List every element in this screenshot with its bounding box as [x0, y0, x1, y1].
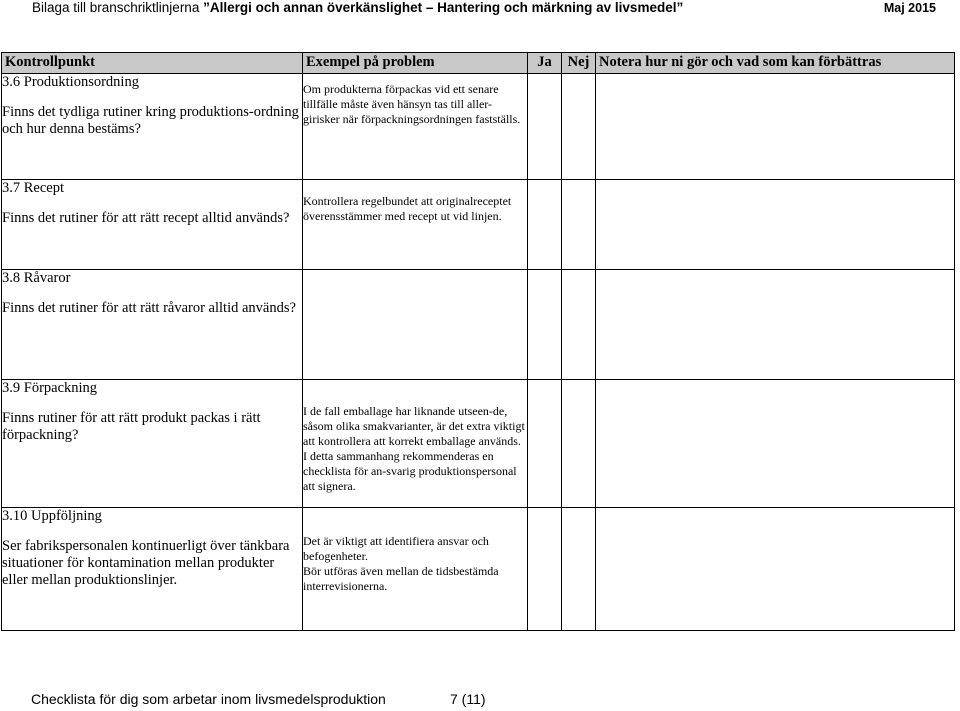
notera-cell[interactable] [596, 180, 955, 270]
kontrollpunkt-question: Finns det rutiner för att rätt råvaror alltid används? [2, 300, 296, 316]
page-header [32, 0, 950, 18]
nej-cell[interactable] [562, 508, 596, 631]
kontrollpunkt-cell [2, 180, 303, 270]
nej-cell[interactable] [562, 380, 596, 508]
document-title [32, 0, 683, 15]
kontrollpunkt-number: 3.6 Produktionsordning [2, 74, 139, 90]
kontrollpunkt-number: 3.10 Uppföljning [2, 508, 102, 524]
nej-cell[interactable] [562, 74, 596, 180]
ja-cell[interactable] [528, 270, 562, 380]
nej-cell[interactable] [562, 180, 596, 270]
kontrollpunkt-number: 3.9 Förpackning [2, 380, 98, 396]
ja-cell[interactable] [528, 380, 562, 508]
ja-cell[interactable] [528, 74, 562, 180]
header-nej: Nej [562, 53, 596, 74]
document-date: Maj 2015 [883, 1, 936, 15]
ja-cell[interactable] [528, 180, 562, 270]
table-row [2, 508, 955, 631]
title-prefix: Bilaga till branschriktlinjerna [32, 0, 204, 15]
kontrollpunkt-question: Finns det rutiner för att rätt recept alltid används? [2, 210, 290, 226]
notera-cell[interactable] [596, 74, 955, 180]
table-row [2, 74, 955, 180]
table-header-row [2, 53, 955, 74]
checklist-table [1, 52, 955, 631]
title-main: ”Allergi och annan överkänslighet – Hantering och märkning av livsmedel” [203, 0, 684, 15]
footer-text: Checklista för dig som arbetar inom livsmedelsproduktion [31, 691, 386, 707]
nej-cell[interactable] [562, 270, 596, 380]
kontrollpunkt-question: Ser fabrikspersonalen kontinuerligt över tänkbara situationer för kontamination mellan produkter eller mellan produktionslinjer. [2, 538, 290, 588]
table-row [2, 380, 955, 508]
example-cell: Kontrollera regelbundet att originalreceptet överensstämmer med recept ut vid linjen. [303, 180, 528, 270]
notera-cell[interactable] [596, 270, 955, 380]
example-cell: Om produkterna förpackas vid ett senare tillfälle måste även hänsyn tas till aller-girisker när förpackningsordningen fastställs. [303, 74, 528, 180]
example-cell: Det är viktigt att identifiera ansvar och befogenheter. Bör utföras även mellan de tidsbestämda interrevisionerna. [303, 508, 528, 631]
kontrollpunkt-cell [2, 74, 303, 180]
kontrollpunkt-number: 3.8 Råvaror [2, 270, 71, 286]
header-kontrollpunkt: Kontrollpunkt [2, 53, 303, 74]
kontrollpunkt-number: 3.7 Recept [2, 180, 65, 196]
example-cell [303, 270, 528, 380]
ja-cell[interactable] [528, 508, 562, 631]
example-cell: I de fall emballage har liknande utseen-de, såsom olika smakvarianter, är det extra viktigt att kontrollera att korrekt emballage används. I detta sammanhang rekommenderas en checklista för an-svarig produktionspersonal att signera. [303, 380, 528, 508]
header-notera: Notera hur ni gör och vad som kan förbättras [596, 53, 955, 74]
table-row [2, 180, 955, 270]
header-exempel: Exempel på problem [303, 53, 528, 74]
table-row [2, 270, 955, 380]
kontrollpunkt-cell [2, 380, 303, 508]
notera-cell[interactable] [596, 508, 955, 631]
kontrollpunkt-cell [2, 270, 303, 380]
notera-cell[interactable] [596, 380, 955, 508]
page-number: 7 (11) [450, 691, 486, 707]
kontrollpunkt-question: Finns rutiner för att rätt produkt packas i rätt förpackning? [2, 410, 261, 443]
header-ja: Ja [528, 53, 562, 74]
kontrollpunkt-question: Finns det tydliga rutiner kring produktions-ordning och hur denna bestäms? [2, 104, 299, 137]
kontrollpunkt-cell [2, 508, 303, 631]
